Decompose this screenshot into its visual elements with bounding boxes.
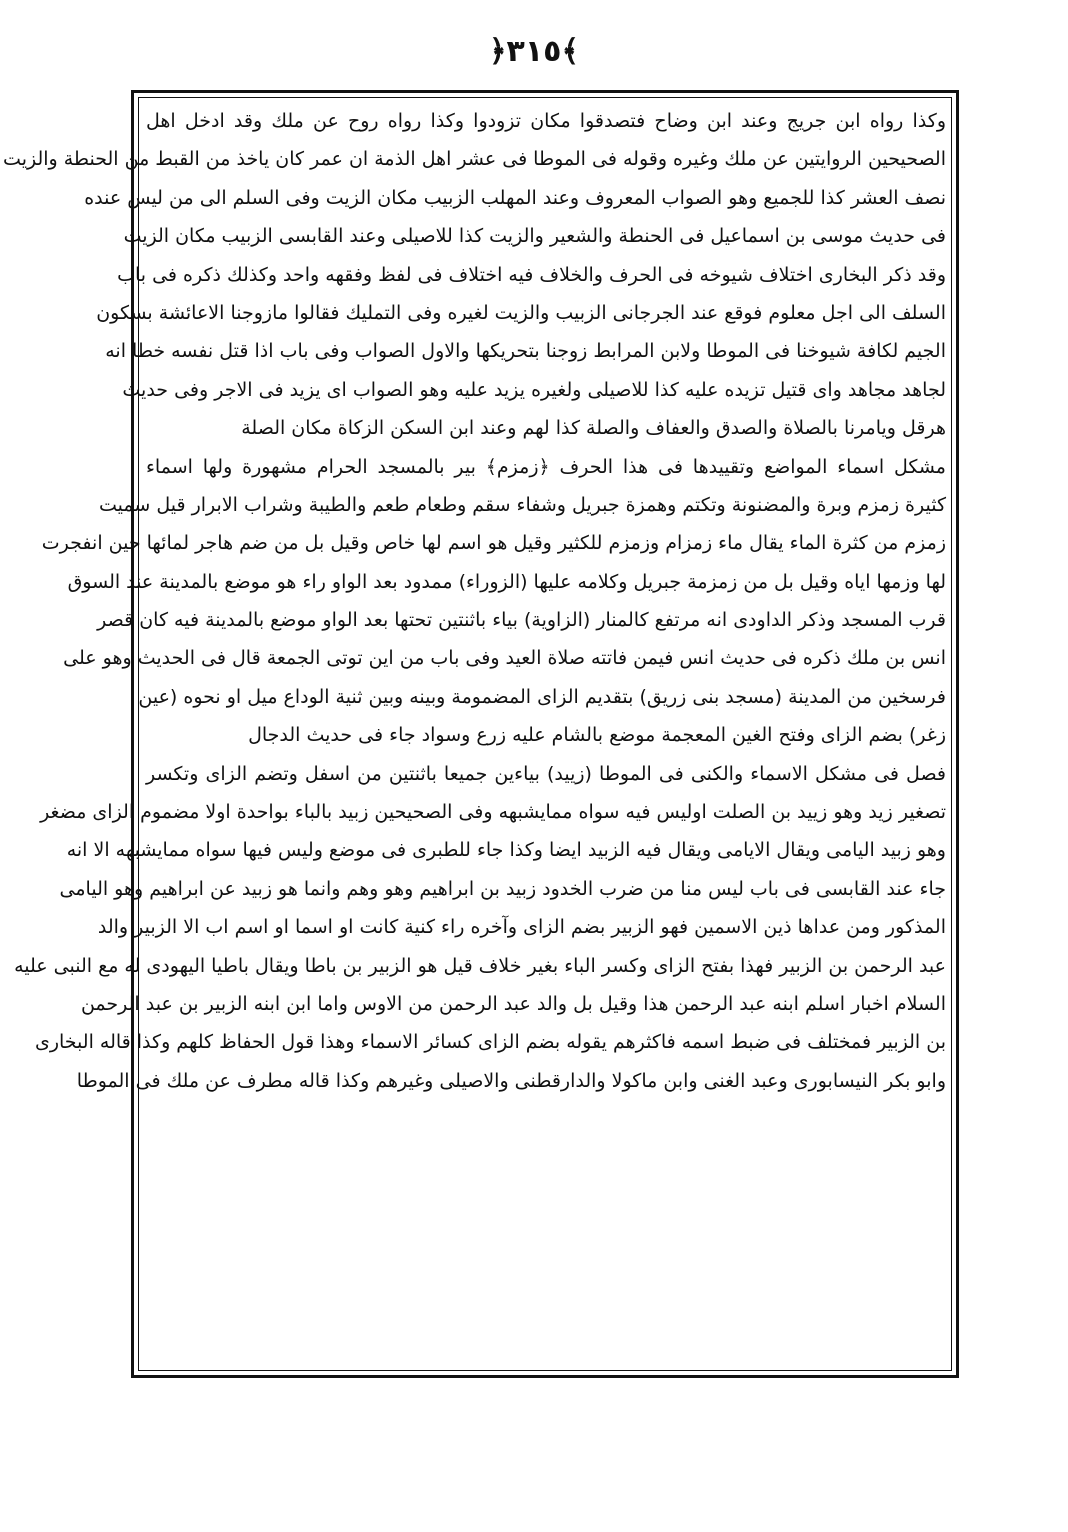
page-number: ﴿٣١٥﴾ <box>488 34 580 69</box>
text-line: وهو زبيد اليامى ويقال الايامى ويقال فيه الزبيد ايضا وكذا جاء للطبرى فى موضع وليس فيها سواه ممايشبهه الا انه <box>66 839 946 862</box>
text-line: زغر) بضم الزاى وفتح الغين المعجمة موضع بالشام عليه زرع وسواد جاء فى حديث الدجال <box>248 724 946 747</box>
text-line: جاء عند القابسى فى باب ليس منا من ضرب الخدود زبيد بن ابراهيم وهو وهم وانما هو زبيد عن ابراهيم وهو اليامى <box>59 877 946 900</box>
text-line: وكذا رواه ابن جريج وعند ابن وضاح فتصدقوا مكان تزودوا وكذا رواه روح عن ملك وقد ادخل اهل <box>146 110 946 132</box>
text-line: تصغير زيد وهو زييد بن الصلت اوليس فيه سواه ممايشبهه وفى الصحيحين زبيد بالباء بواحدة اولا مضموم الزاى مضغر <box>40 801 946 824</box>
text-line: كثيرة زمزم وبرة والمضنونة وتكتم وهمزة جبريل وشفاء سقم وطعام طعم والطيبة وشراب الابرار قيل سميت <box>99 493 946 516</box>
text-line: لها وزمها اياه وقيل بل من زمزمة جبريل وكلامه عليها (الزوراء) ممدود بعد الواو راء هو موضع بالمدينة عند السوق <box>67 570 946 593</box>
text-line: انس بن ملك ذكره فى حديث انس فيمن فاتته صلاة العيد وفى باب من اين توتى الجمعة قال فى الحديث وهو على <box>63 647 946 670</box>
text-line: السلام اخبار اسلم ابنه عبد الرحمن هذا وقيل بل والد عبد الرحمن من الاوس واما ابن ابنه الزبير بن عبد الرحمن <box>80 992 946 1015</box>
text-line: زمزم من كثرة الماء يقال ماء زمزام وزمزم للكثير وقيل هو اسم لها خاص وقيل بل من ضم هاجر لمائها حين انفجرت <box>41 532 946 555</box>
text-line: المذكور ومن عداها ذين الاسمين فهو الزبير بضم الزاى وآخره راء كنية كانت او اسما او اسم اب الا الزبير والد <box>97 916 946 939</box>
text-line: وابو بكر النيسابورى وعبد الغنى وابن ماكولا والدارقطنى والاصيلى وغيرهم وكذا قاله مطرف عن ملك فى الموطا <box>76 1069 946 1092</box>
section-heading-line: فصل فى مشكل الاسماء والكنى فى الموطا (زييد) بياءين جميعا باثنتين من اسفل وتضم الزاى وتكسر <box>146 762 946 785</box>
text-line: فرسخين من المدينة (مسجد بنى زريق) بتقديم الزاى المضمومة وبينه وبين ثنية الوداع ميل او نحوه (عين <box>138 685 946 708</box>
text-line: وقد ذكر البخارى اختلاف شيوخه فى الحرف والخلاف فيه اختلاف فى لفظ وفقهه واحد وكذلك ذكره فى باب <box>117 263 946 286</box>
text-line: نصف العشر كذا للجميع وهو الصواب المعروف وعند المهلب الزبيب مكان الزيت وفى السلم الى من ليس عنده <box>84 186 946 209</box>
text-line: الصحيحين الروايتين عن ملك وغيره وقوله فى الموطا فى عشر اهل الذمة ان عمر كان ياخذ من القبط من الحنطة والزيت <box>3 148 946 171</box>
text-line: هرقل ويامرنا بالصلاة والصدق والعفاف والصلة كذا لهم وعند ابن السكن الزكاة مكان الصلة <box>241 417 946 440</box>
section-heading-line: مشكل اسماء المواضع وتقييدها فى هذا الحرف ﴿زمزم﴾ بير بالمسجد الحرام مشهورة ولها اسماء <box>146 455 946 478</box>
text-line: بن الزبير فمختلف فى ضبط اسمه فاكثرهم يقوله بضم الزاى كسائر الاسماء وهذا قول الحفاظ كلهم وكذا قاله البخارى <box>34 1031 946 1054</box>
body-text <box>3 102 946 1366</box>
text-line: عبد الرحمن بن الزبير فهذا بفتح الزاى وكسر الباء بغير خلاف قيل هو الزبير بن باطا ويقال باطيا اليهودى له مع النبى عليه <box>14 954 946 977</box>
text-line: السلف الى اجل معلوم فوقع عند الجرجانى الزبيب والزيت لغيره وفى التمليك فقالوا مازوجنا الاعائشة بسكون <box>96 301 946 324</box>
text-line: قرب المسجد وذكر الداودى انه مرتفع كالمنار (الزاوية) بياء باثنتين تحتها بعد الواو موضع بالمدينة فيه كان قصر <box>97 609 946 632</box>
text-line: الجيم لكافة شيوخنا فى الموطا ولابن المرابط زوجنا بتحريكها والاول الصواب وفى باب اذا قتل نفسه خطا انه <box>105 340 946 363</box>
text-line: فى حديث موسى بن اسماعيل فى الحنطة والشعير والزيت كذا للاصيلى وعند القابسى الزبيب مكان الزيت <box>123 225 946 248</box>
text-line: لجاهد مجاهد واى قتيل تزيده عليه كذا للاصيلى ولغيره يزيد عليه وهو الصواب اى يزيد فى الاجر وفى حديث <box>122 378 946 401</box>
